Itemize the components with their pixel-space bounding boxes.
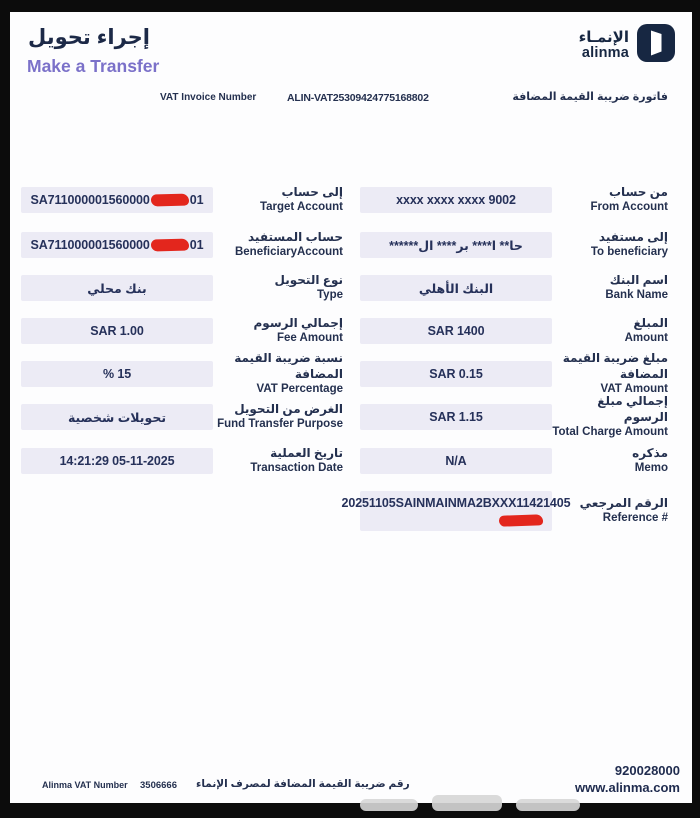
bank-name-label: اسم البنك Bank Name — [605, 272, 668, 302]
field-row-beneficiary — [10, 229, 692, 259]
total-charge-value: SAR 1.15 — [360, 404, 552, 430]
page-title-english: Make a Transfer — [27, 56, 160, 76]
vat-invoice-label-en: VAT Invoice Number — [160, 92, 257, 103]
vat-amount-label: مبلغ ضريبة القيمة المضافة VAT Amount — [562, 350, 668, 396]
redaction-mark — [151, 194, 189, 207]
target-account-label: إلى حساب Target Account — [259, 184, 343, 214]
from-account-label: من حساب From Account — [590, 184, 668, 214]
footer-vat-label-ar: رقم ضريبة القيمة المضافة لمصرف الإنماء — [196, 778, 410, 790]
alinma-wordmark-english: alinma — [581, 44, 629, 61]
to-beneficiary-label: إلى مستفيد To beneficiary — [590, 229, 668, 259]
to-beneficiary-value: حا** ا**** بر**** ال****** — [360, 232, 552, 258]
reference-number-text: 20251105SAINMAINMA2BXXX11421405 — [341, 496, 571, 510]
footer-website: www.alinma.com — [575, 780, 680, 795]
field-row-accounts — [10, 184, 692, 214]
beneficiary-account-prefix: SA711000001560000 — [30, 238, 150, 252]
vat-percentage-value: % 15 — [21, 361, 213, 387]
vat-percentage-label: نسبة ضريبة القيمة المضافة VAT Percentage — [234, 350, 343, 396]
page-title-arabic: إجراء تحويل — [28, 26, 150, 49]
transfer-purpose-value: تحويلات شخصية — [21, 404, 213, 430]
memo-value: N/A — [360, 448, 552, 474]
alinma-door-icon — [636, 23, 676, 68]
beneficiary-account-label: حساب المستفيد BeneficiaryAccount — [234, 229, 343, 259]
footer-vat-number: 3506666 — [140, 780, 177, 791]
target-account-value — [21, 187, 213, 213]
vat-invoice-label-ar: فاتورة ضريبة القيمة المضافة — [512, 91, 668, 103]
target-account-prefix: SA711000001560000 — [30, 193, 150, 207]
alinma-wordmark — [579, 30, 629, 60]
footer-vat-label-en: Alinma VAT Number — [42, 780, 128, 790]
field-row-date-memo — [10, 445, 692, 475]
vat-invoice-number: ALIN-VAT25309424775168802 — [287, 92, 429, 104]
receipt-document — [10, 12, 692, 803]
from-account-value: xxxx xxxx xxxx 9002 — [360, 187, 552, 213]
fee-amount-label: إجمالي الرسوم Fee Amount — [253, 315, 343, 345]
amount-value: SAR 1400 — [360, 318, 552, 344]
vat-amount-value: SAR 0.15 — [360, 361, 552, 387]
transaction-date-label: تاريخ العملية Transaction Date — [250, 445, 343, 475]
alinma-wordmark-arabic: الإنمـاء — [578, 29, 629, 47]
transfer-type-value: بنك محلي — [21, 275, 213, 301]
redaction-mark — [151, 239, 189, 252]
alinma-logo — [579, 23, 676, 68]
fee-amount-value: SAR 1.00 — [21, 318, 213, 344]
reference-number-label: الرقم المرجعي Reference # — [579, 495, 668, 525]
beneficiary-account-suffix: 01 — [189, 238, 204, 252]
transfer-type-label: نوع التحويل Type — [274, 272, 343, 302]
reference-number-value — [341, 491, 571, 531]
target-account-suffix: 01 — [189, 193, 204, 207]
transaction-date-value: 14:21:29 05-11-2025 — [21, 448, 213, 474]
beneficiary-account-value — [21, 232, 213, 258]
total-charge-label: إجمالي مبلغ الرسوم Total Charge Amount — [552, 393, 668, 439]
field-row-purpose-total — [10, 393, 692, 439]
photo-watermark — [360, 793, 590, 815]
amount-label: المبلغ Amount — [624, 315, 668, 345]
redaction-mark — [499, 514, 543, 527]
footer-phone-number: 920028000 — [614, 763, 680, 778]
field-row-reference — [10, 491, 692, 531]
bank-name-value: البنك الأهلي — [360, 275, 552, 301]
memo-label: مذكره Memo — [632, 445, 668, 475]
field-row-vat — [10, 350, 692, 396]
field-row-type-bank — [10, 272, 692, 302]
transfer-purpose-label: الغرض من التحويل Fund Transfer Purpose — [217, 401, 343, 431]
field-row-fee-amount — [10, 315, 692, 345]
